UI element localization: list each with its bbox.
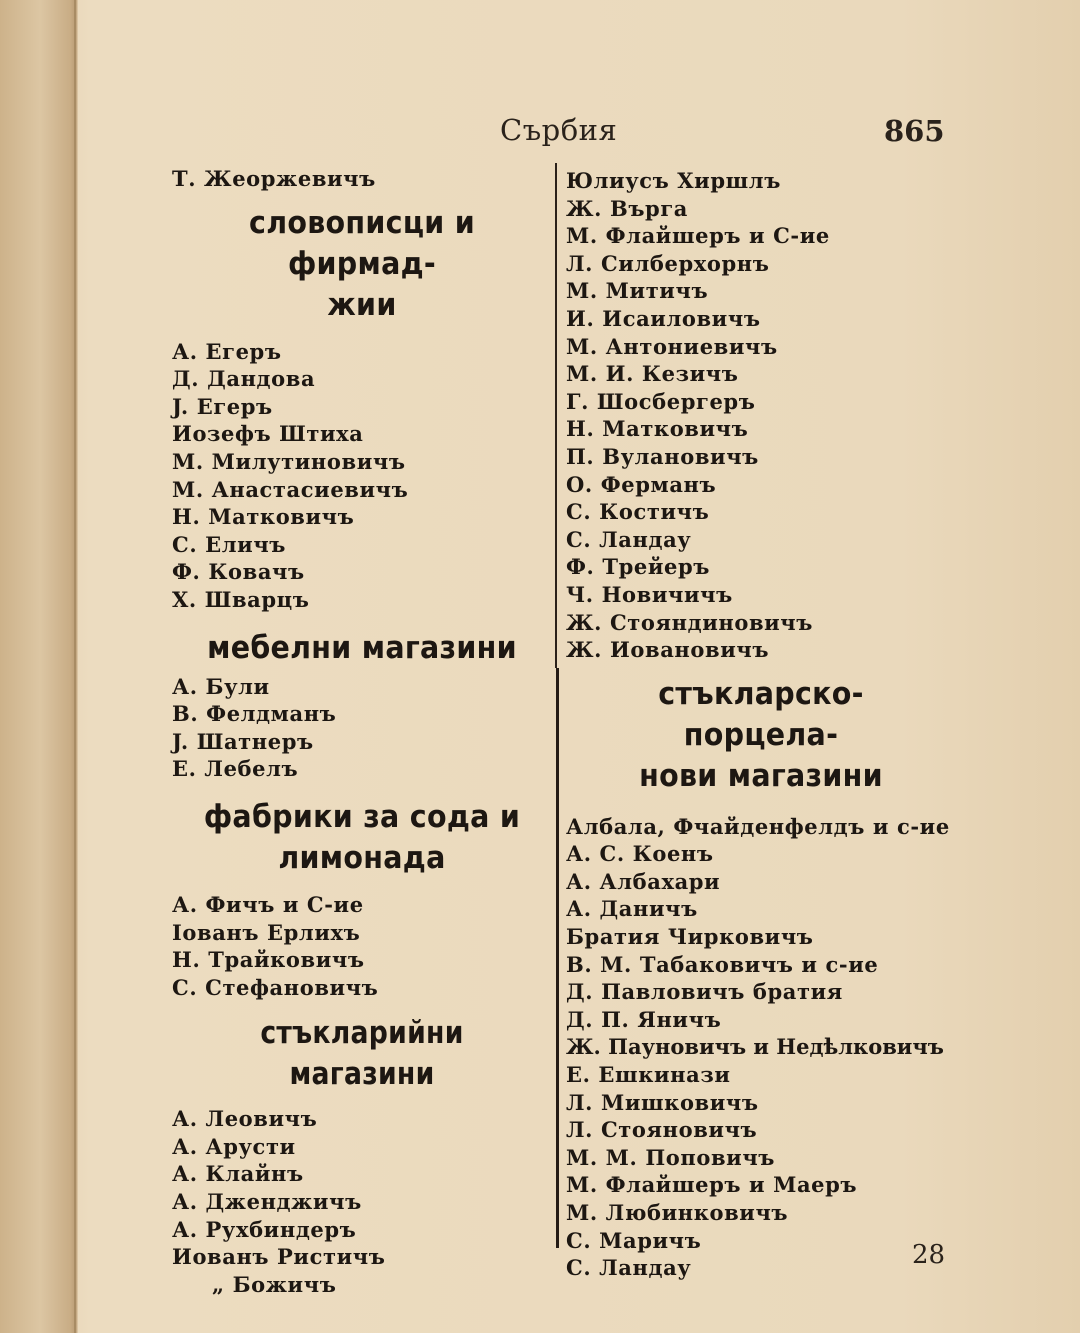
list-entry: Д. Павловичъ братия [566,979,843,1005]
list-entry: А. Леовичъ [172,1106,318,1132]
heading-line: нови магазини [639,757,883,794]
list-entry: Ж. Иовановичъ [566,637,770,663]
list-entry: А. Дженджичъ [172,1189,362,1215]
list-entry: М. М. Поповичъ [566,1144,775,1170]
list-entry: Ф. Ковачъ [172,559,305,585]
list-entry: Д. П. Яничъ [566,1006,722,1032]
list-entry: М. Анастасиевичъ [172,476,409,502]
list-entry: Г. Шосбергеръ [566,388,756,414]
list-entry: Ж. Върга [566,195,688,221]
list-entry: С. Ландау [566,526,692,552]
list-entry: П. Вулановичъ [566,443,759,469]
list-entry: Д. Дандова [172,366,316,392]
page-number: 865 [884,114,945,148]
list-entry: Ж. Стояндиновичъ [566,609,813,635]
list-entry: И. Исаиловичъ [566,305,761,331]
list-entry: С. Костичъ [566,499,710,525]
list-entry: А. Арусти [172,1133,296,1159]
list-entry: А. Були [172,673,270,699]
list-entry: Братия Чирковичъ [566,924,814,950]
list-entry: А. Егеръ [172,338,282,364]
book-gutter [0,0,78,1333]
heading-line: словописци и фирмад- [249,204,475,282]
list-entry: Л. Силберхорнъ [566,250,770,276]
list-entry: М. Флайшеръ и Маеръ [566,1172,858,1198]
running-header-title: Сърбия [500,113,618,147]
list-entry: Иозефъ Штиха [172,421,364,447]
list-entry: О. Ферманъ [566,471,717,497]
list-entry: Н. Матковичъ [566,416,749,442]
list-entry: М. Антониевичъ [566,333,778,359]
list-entry: Х. Шварцъ [172,586,310,612]
list-entry: Е. Лебелъ [172,756,299,782]
list-entry: Н. Матковичъ [172,504,355,530]
section-heading-glassware-shops [199,1013,526,1095]
list-entry: А. Клайнъ [172,1161,304,1187]
list-entry: В. Фелдманъ [172,701,337,727]
list-entry: С. Стефановичъ [172,974,379,1000]
section-heading-sign-writers [187,203,537,326]
list-entry: Н. Трайковичъ [172,947,365,973]
section-heading-soda-factories [187,797,537,879]
list-entry: J. Шатнеръ [172,728,314,754]
right-column [566,167,956,1282]
heading-line: стъкларийни магазини [260,1015,464,1093]
list-entry: А. Фичъ и С-ие [172,891,364,917]
list-entry: J. Егеръ [172,393,273,419]
list-entry: Л. Мишковичъ [566,1089,759,1115]
signature-mark: 28 [912,1240,946,1270]
section-heading-furniture-shops [187,628,537,669]
list-entry: Т. Жеоржевичъ [172,166,376,191]
gutter-fold [74,0,76,1333]
list-entry: А. Даничъ [566,896,698,922]
list-entry: Л. Стояновичъ [566,1117,758,1143]
list-entry: „ Божичъ [212,1271,337,1297]
list-entry: М. И. Кезичъ [566,361,739,387]
list-entry: С. Маричъ [566,1227,702,1253]
list-entry: Ж. Пауновичъ и Недѣлковичъ [566,1034,944,1060]
list-entry: С. Ландау [566,1255,692,1281]
list-entry: М. Митичъ [566,278,709,304]
list-entry: А. Албахари [566,868,721,894]
left-column [172,165,552,1298]
heading-line: жии [327,286,397,323]
list-entry: М. Милутиновичъ [172,448,406,474]
heading-line: стъкларско-порцела- [658,675,864,753]
list-entry: М. Любинковичъ [566,1200,789,1225]
list-entry: Албала, Фчайденфелдъ и с-ие [566,813,950,839]
section-heading-glass-porcelain-shops [582,674,941,797]
list-entry: Иованъ Ристичъ [172,1244,386,1270]
list-entry: Іованъ Ерлихъ [172,919,361,945]
list-entry: С. Еличъ [172,531,287,557]
list-entry: Е. Ешкинази [566,1062,731,1088]
list-entry: А. Рухбиндеръ [172,1216,357,1242]
list-entry: Ф. Трейеръ [566,554,710,580]
column-divider-lower [556,668,559,1248]
heading-line: фабрики за сода и [203,798,521,835]
list-entry: Ч. Новичичъ [566,581,733,607]
heading-line: лимонада [278,839,446,876]
list-entry: А. С. Коенъ [566,841,714,867]
heading-line: мебелни магазини [207,629,517,666]
list-entry: М. Флайшеръ и С-ие [566,223,830,249]
list-entry: Юлиусъ Хиршлъ [566,168,781,193]
column-divider-upper [555,163,557,668]
list-entry: В. М. Табаковичъ и с-ие [566,951,879,977]
